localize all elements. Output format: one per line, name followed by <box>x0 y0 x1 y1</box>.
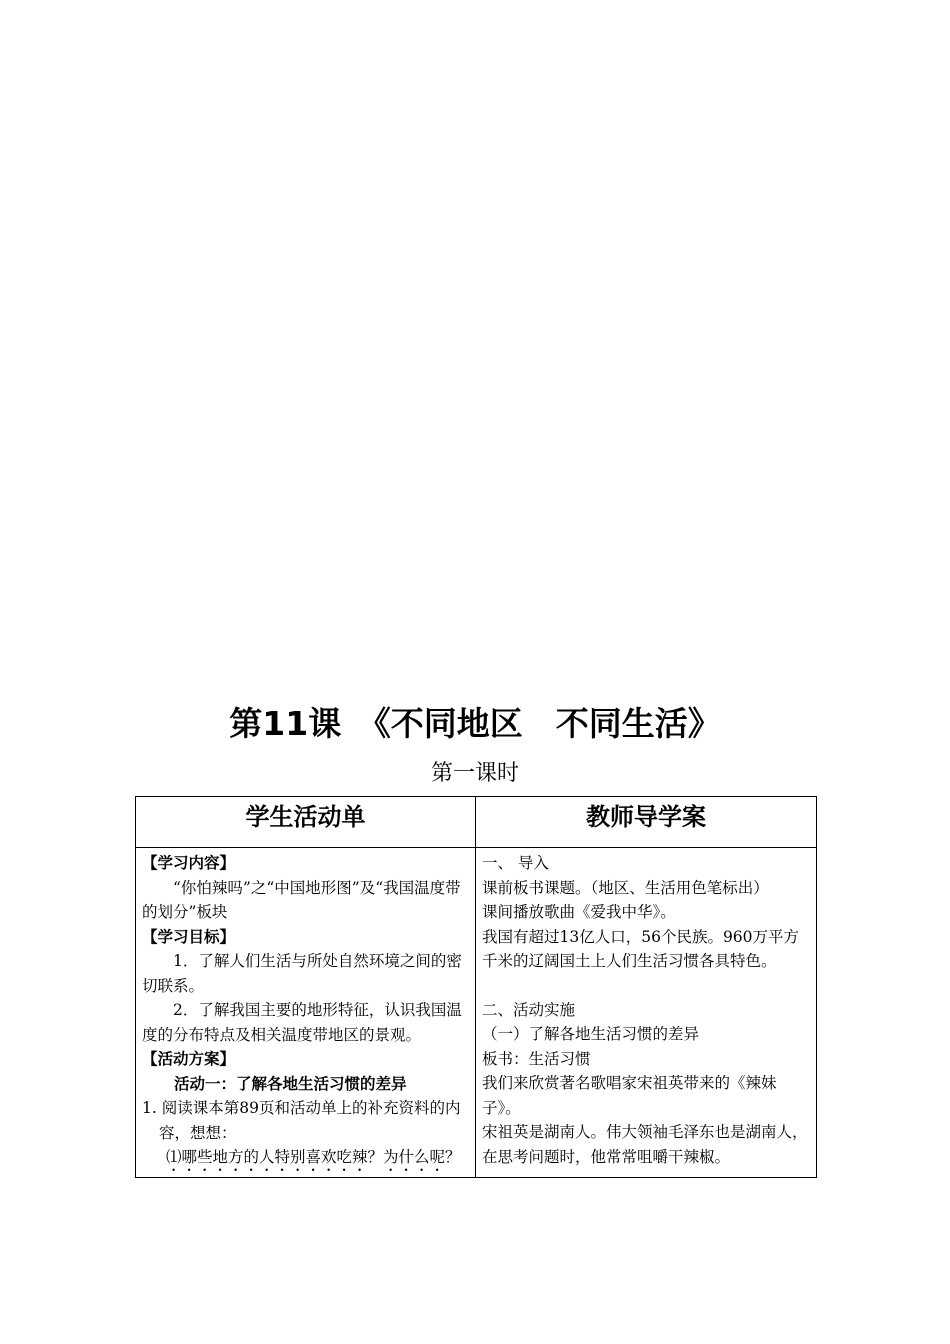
table-header-row <box>136 797 817 848</box>
intro-line-1: 课前板书课题。（地区、生活用色笔标出） <box>482 878 769 897</box>
teacher-guide-header: 教师导学案 <box>476 797 817 848</box>
student-activity-header: 学生活动单 <box>136 797 476 848</box>
lesson-table <box>135 796 817 1178</box>
content-heading: 【学习内容】 <box>142 854 236 872</box>
question-1: ⑴哪些地方的人特别喜欢吃辣？为什么呢？ <box>166 1148 461 1166</box>
goals-heading: 【学习目标】 <box>142 927 236 946</box>
subsection-1-heading: （一）了解各地生活习惯的差异 <box>482 1025 700 1043</box>
board-note: 板书：生活习惯 <box>482 1049 591 1068</box>
spacer <box>482 974 811 998</box>
student-activity-cell <box>136 848 476 1178</box>
intro-line-2: 课间播放歌曲《爱我中华》。 <box>482 903 676 921</box>
intro-heading: 一、 导入 <box>482 854 549 872</box>
intro-line-3: 我国有超过13亿人口，56个民族。960万平方千米的辽阔国土上人们生活习惯各具特色。 <box>482 927 800 970</box>
teacher-guide-cell <box>476 848 817 1178</box>
body-line-4: 我们来欣赏著名歌唱家宋祖英带来的《辣妹子》。 <box>482 1074 777 1117</box>
plan-heading: 【活动方案】 <box>142 1050 236 1068</box>
section-2-heading: 二、活动实施 <box>482 1000 576 1019</box>
body-line-5: 宋祖英是湖南人。伟大领袖毛泽东也是湖南人，在思考问题时，他常常咀嚼干辣椒。 <box>482 1123 808 1166</box>
content-text: “你怕辣吗”之“中国地形图”及“我国温度带的划分”板块 <box>142 878 461 921</box>
lesson-title: 第11课 《不同地区 不同生活》 <box>229 704 721 743</box>
goal-1: 1．了解人们生活与所处自然环境之间的密切联系。 <box>142 952 462 995</box>
lesson-subtitle: 第一课时 <box>430 761 519 786</box>
table-body-row <box>136 848 817 1178</box>
goal-2: 2．了解我国主要的地形特征，认识我国温度的分布特点及相关温度带地区的景观。 <box>142 1001 462 1044</box>
activity-1-heading: 活动一：了解各地生活习惯的差异 <box>174 1074 407 1093</box>
step-1: 1. 阅读课本第89页和活动单上的补充资料的内容，想想： <box>142 1099 461 1142</box>
